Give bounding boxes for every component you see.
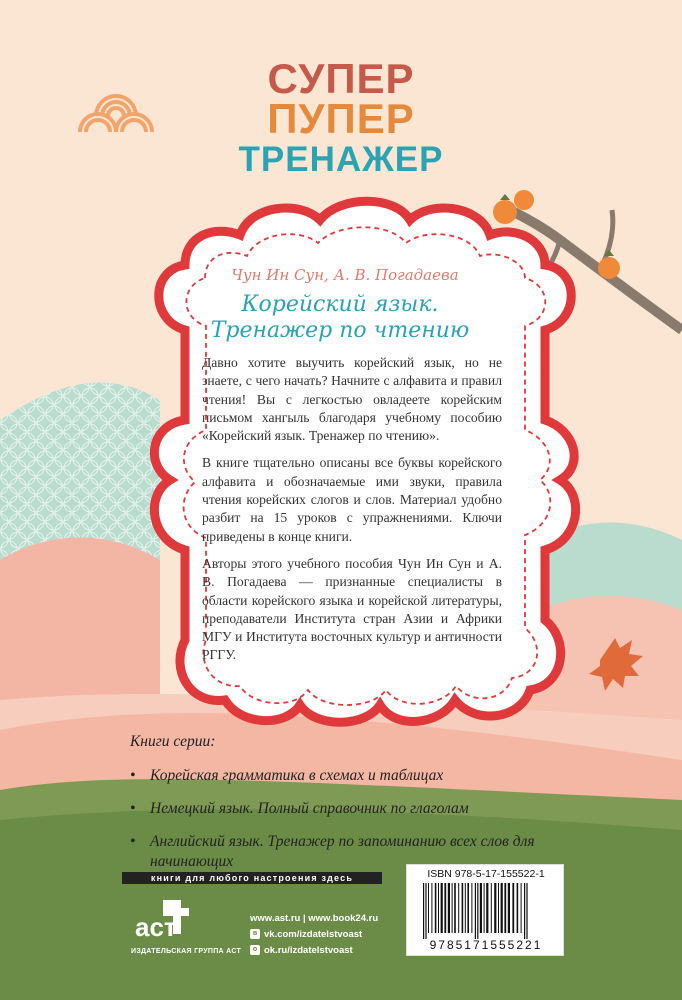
barcode-bar [498, 883, 499, 933]
barcode-bar [484, 883, 485, 933]
barcode-bar [458, 883, 459, 933]
barcode-bar [454, 883, 456, 933]
book-authors: Чун Ин Сун, А. В. Погадаева [231, 266, 459, 284]
series-book-item: • Корейская грамматика в схемах и таблицах [124, 766, 544, 786]
barcode-bars [419, 883, 553, 939]
barcode-bar [475, 883, 476, 939]
logo-text: аст [135, 912, 177, 942]
barcode-bar [521, 883, 522, 933]
barcode-bar [491, 883, 492, 933]
ok-link-text: ok.ru/izdatelstvoast [264, 945, 353, 956]
websites-link[interactable]: www.ast.ru | www.book24.ru [250, 913, 379, 924]
barcode-bar [504, 883, 506, 933]
vk-icon: в [250, 929, 260, 939]
ok-icon: о [250, 945, 260, 955]
isbn-label: ISBN 978-5-17-155522-1 [427, 868, 545, 880]
vk-link[interactable] [250, 927, 378, 943]
series-book-item: • Английский язык. Тренажер по запоминанию всех слов для начинающих [124, 832, 544, 872]
series-books-label: Книги серии: [130, 733, 216, 750]
book-description [202, 354, 502, 674]
series-title-line3: ТРЕНАЖЕР [238, 140, 444, 179]
ok-link[interactable] [250, 943, 378, 959]
barcode-bar [428, 883, 429, 933]
vk-link-text: vk.com/izdatelstvoast [264, 929, 363, 940]
barcode-bar [526, 883, 527, 939]
barcode-bar [465, 883, 466, 933]
book-title [190, 292, 490, 345]
barcode-bar [508, 883, 510, 933]
barcode-bar [452, 883, 453, 933]
publisher-links [250, 911, 378, 959]
ast-logo [133, 892, 233, 952]
barcode-bar [477, 883, 478, 939]
barcode-bar [471, 883, 472, 933]
barcode-bar [486, 883, 488, 933]
barcode-bar [480, 883, 482, 933]
barcode-bar [435, 883, 437, 933]
description-paragraph: Давно хотите выучить корейский язык, но не знаете, с чего начать? Начните с алфавита и правил чтения! Вы с легкостью овладеете корейским письмом хангыль благодаря учебному пособию «Корейский язык. Тренажер по чтению». [202, 355, 502, 444]
barcode-bar [431, 883, 432, 933]
barcode-bar [512, 883, 514, 933]
barcode-bar [462, 883, 464, 933]
publisher-name: ИЗДАТЕЛЬСКАЯ ГРУППА АСТ [131, 948, 242, 955]
series-book-item: • Немецкий язык. Полный справочник по глаголам [124, 799, 544, 819]
barcode-bar [448, 883, 450, 933]
isbn-barcode [406, 864, 564, 956]
description-paragraph: Авторы этого учебного пособия Чун Ин Сун и А. В. Погадаева — признанные специалисты в области корейского языка и корейской литературы, преподаватели Института стран Азии и Африки МГУ и Института восточных культур и античности РГГУ. [202, 555, 502, 663]
barcode-bar [438, 883, 439, 933]
ean-number: 9785171555221 [429, 938, 543, 952]
barcode-bar [444, 883, 446, 933]
barcode-bar [524, 883, 525, 939]
barcode-bar [425, 883, 426, 939]
book-title-line2: Тренажер по чтению [210, 318, 470, 344]
barcode-bar [517, 883, 519, 933]
barcode-bar [423, 883, 424, 939]
series-title [0, 55, 682, 179]
book-title-line1: Корейский язык. [241, 292, 439, 317]
series-title-line1: СУПЕР [267, 55, 415, 102]
series-title-line2: ПУПЕР [267, 95, 415, 142]
barcode-bar [494, 883, 496, 933]
description-paragraph: В книге тщательно описаны все буквы корейского алфавита и обозначаемые ими звуки, правила чтения корейских слогов и слов. Материал удобно разбит на 15 уроков с упражнениями. Ключи приведены в конце книги. [202, 455, 502, 544]
barcode-bar [441, 883, 443, 933]
barcode-bar [501, 883, 503, 933]
tagline-strip: книги для любого настроения здесь [122, 872, 382, 884]
barcode-bar [467, 883, 469, 933]
